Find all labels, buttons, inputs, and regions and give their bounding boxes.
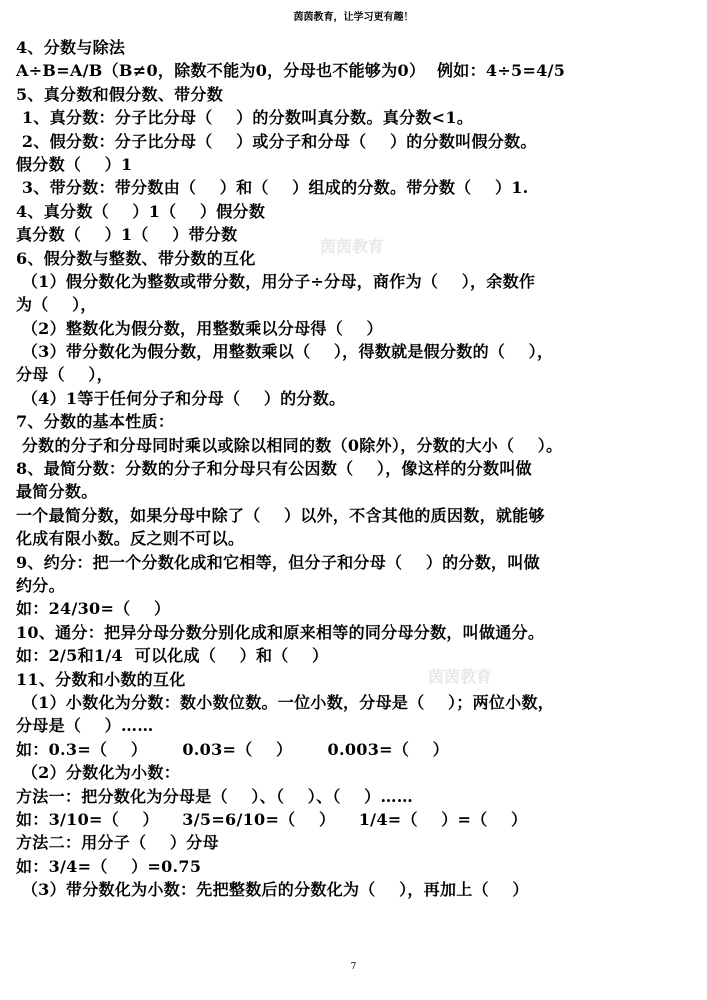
text-line: 真分数（ ）1（ ）带分数	[16, 225, 238, 245]
text-line: 一个最简分数，如果分母中除了（ ）以外，不含其他的质因数，就能够	[16, 505, 545, 525]
text-line: 如：0.3=（ ） 0.03=（ ） 0.003=（ ）	[16, 739, 449, 759]
page-header: 茵茵教育，让学习更有趣！	[293, 12, 414, 23]
document-body	[16, 36, 694, 901]
text-line: 分母是（ ）……	[16, 716, 154, 736]
text-line: （1）小数化为分数：数小数位数。一位小数，分母是（ ）；两位小数，	[16, 692, 555, 712]
text-line: 1、真分数：分子比分母（ ）的分数叫真分数。真分数<1。	[16, 108, 474, 128]
text-line: 为（ ），	[16, 295, 97, 315]
text-line: （3）带分数化为小数：先把整数后的分数化为（ ），再加上（ ）	[16, 880, 529, 900]
text-line: 4、真分数（ ）1（ ）假分数	[16, 201, 266, 221]
text-line: （4）1等于任何分子和分母（ ）的分数。	[16, 388, 346, 408]
text-line: 方法二：用分子（ ）分母	[16, 833, 219, 853]
section-heading-7: 7、分数的基本性质：	[16, 412, 175, 432]
text-line: 最简分数。	[16, 482, 98, 502]
text-line: （2）分数化为小数：	[16, 763, 181, 783]
text-line: 3、带分数：带分数由（ ）和（ ）组成的分数。带分数（ ）1.	[16, 178, 529, 198]
text-line: 2、假分数：分子比分母（ ）或分子和分母（ ）的分数叫假分数。	[16, 131, 537, 151]
section-heading-8: 8、最简分数：分数的分子和分母只有公因数（ ），像这样的分数叫做	[16, 459, 532, 479]
text-line: 约分。	[16, 575, 65, 595]
text-line: 如：3/10=（ ） 3/5=6/10=（ ） 1/4=（ ）=（ ）	[16, 809, 528, 829]
section-heading-6: 6、假分数与整数、带分数的互化	[16, 248, 256, 268]
section-heading-4: 4、分数与除法	[16, 38, 126, 57]
text-line: 方法一：把分数化为分母是（ ）、（ ）、（ ）……	[16, 786, 414, 806]
section-heading-9: 9、约分：把一个分数化成和它相等，但分子和分母（ ）的分数，叫做	[16, 552, 540, 572]
text-line: A÷B=A/B（B≠0，除数不能为0，分母也不能够为0） 例如：4÷5=4/5	[16, 61, 566, 81]
section-heading-5: 5、真分数和假分数、带分数	[16, 84, 224, 104]
text-line: （1）假分数化为整数或带分数，用分子÷分母，商作为（ ），余数作	[16, 271, 536, 291]
text-line: 分母（ ），	[16, 365, 113, 385]
text-line: 化成有限小数。反之则不可以。	[16, 529, 245, 549]
text-line: （3）带分数化为假分数，用整数乘以（ ），得数就是假分数的（ ），	[16, 342, 554, 362]
section-heading-11: 11、分数和小数的互化	[16, 669, 186, 689]
text-line: 如：2/5和1/4 可以化成（ ）和（ ）	[16, 646, 329, 666]
section-heading-10: 10、通分：把异分母分数分别化成和原来相等的同分母分数，叫做通分。	[16, 622, 545, 642]
watermark: 茵茵教育	[428, 667, 493, 686]
text-line: （2）整数化为假分数，用整数乘以分母得（ ）	[16, 318, 383, 338]
text-line: 如：3/4=（ ）=0.75	[16, 856, 202, 876]
page-number: 7	[350, 962, 357, 972]
watermark: 茵茵教育	[320, 237, 385, 256]
text-line: 分数的分子和分母同时乘以或除以相同的数（0除外），分数的大小（ ）。	[16, 435, 563, 455]
text-line: 如：24/30=（ ）	[16, 599, 171, 619]
text-line: 假分数（ ）1	[16, 154, 133, 174]
